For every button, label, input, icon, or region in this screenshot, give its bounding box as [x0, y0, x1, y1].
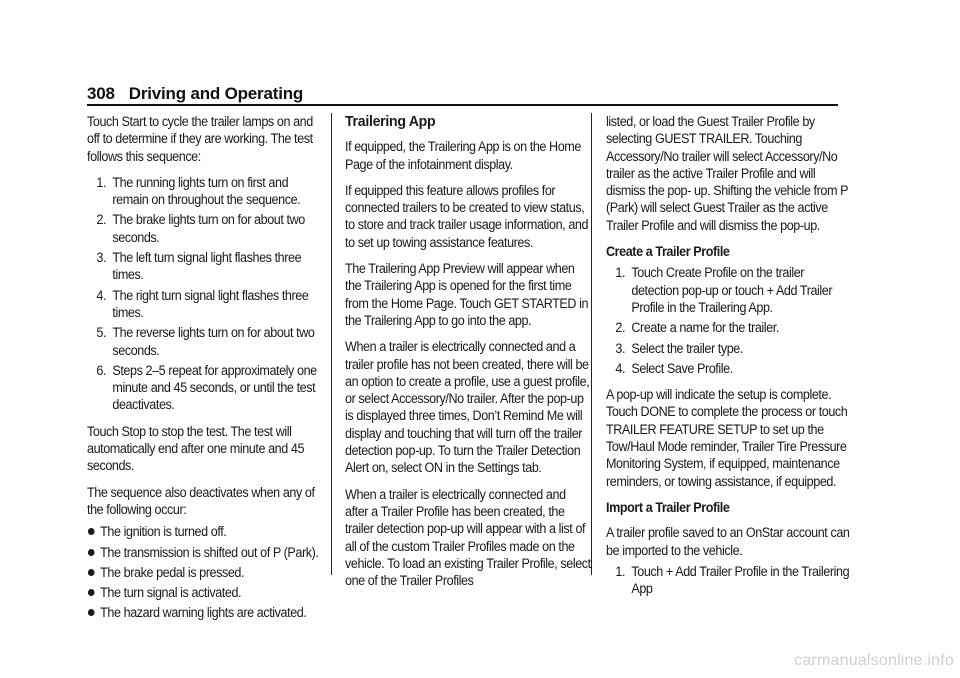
- test-sequence-list: [87, 174, 327, 414]
- bullet-icon: [88, 528, 95, 535]
- step-number: 2.: [96, 212, 107, 228]
- list-item: [606, 340, 850, 357]
- step-number: 4.: [96, 287, 107, 303]
- paragraph: The Trailering App Preview will appear when the Trailering App is opened for the first time from the Home Page. Touch GET STARTED in the Trailering App to go into the app.: [345, 261, 589, 328]
- stop-paragraph: Touch Stop to stop the test. The test will automatically end after one minute and 45 seconds.: [87, 423, 305, 474]
- list-item: [606, 319, 850, 336]
- paragraph: When a trailer is electrically connected and after a Trailer Profile has been created, the trailer detection pop-up will appear with a list of all of the custom Trailer Profiles made on the vehicle. To load an existing Trailer Profile, select one of the Trailer Profiles: [345, 486, 591, 589]
- list-item: [606, 264, 850, 316]
- step-text: The reverse lights turn on for about two seconds.: [112, 325, 315, 358]
- step-number: 2.: [615, 320, 626, 336]
- bullet-text: The ignition is turned off.: [100, 524, 227, 540]
- bullet-icon: [88, 609, 95, 616]
- subheading-create-profile: Create a Trailer Profile: [606, 244, 730, 260]
- paragraph: When a trailer is electrically connected and a trailer profile has not been created, there will be an option to create a profile, use a guest profile, or select Accessory/No trailer. After the pop-up is displayed three times, Don’t Remind Me will display and touching that will turn off the trailer detection pop-up. To turn the Trailer Detection Alert on, select ON in the Settings tab.: [345, 339, 590, 476]
- deactivate-paragraph: The sequence also deactivates when any of the following occur:: [87, 484, 315, 517]
- page-number: 308: [87, 84, 115, 103]
- list-item: [87, 324, 327, 359]
- paragraph: A trailer profile saved to an OnStar account can be imported to the vehicle.: [606, 525, 850, 558]
- list-item: [606, 563, 850, 598]
- deactivate-list: [87, 523, 327, 621]
- bullet-text: The hazard warning lights are activated.: [100, 605, 307, 621]
- column-right: [606, 113, 850, 606]
- column-middle: [345, 113, 591, 598]
- step-text: Steps 2–5 repeat for approximately one minute and 45 seconds, or until the test deactivates.: [112, 362, 317, 413]
- paragraph: If equipped, the Trailering App is on the Home Page of the infotainment display.: [345, 139, 581, 172]
- step-text: The running lights turn on first and remain on throughout the sequence.: [112, 174, 301, 208]
- step-number: 1.: [615, 563, 626, 579]
- step-number: 5.: [96, 325, 107, 341]
- bullet-text: The brake pedal is pressed.: [100, 564, 245, 580]
- step-number: 4.: [615, 360, 626, 376]
- bullet-text: The turn signal is activated.: [100, 585, 242, 601]
- list-item: [87, 584, 327, 601]
- list-item: [87, 523, 327, 540]
- step-number: 1.: [96, 174, 107, 190]
- step-text: The left turn signal light flashes three times.: [112, 250, 302, 283]
- paragraph: listed, or load the Guest Trailer Profile by selecting GUEST TRAILER. Touching Accessory/No trailer will select Accessory/No trailer as the active Trailer Profile and will dismiss the pop- up. Shifting the vehicle from P (Park) will select Guest Trailer as the active Trailer Profile and will dismiss the pop-up.: [606, 114, 848, 233]
- list-item: [87, 604, 327, 621]
- header-rule: [87, 104, 838, 106]
- step-text: Touch Create Profile on the trailer detection pop-up or touch + Add Trailer Profile in the Trailering App.: [631, 265, 833, 315]
- column-divider: [331, 113, 332, 575]
- step-text: Touch + Add Trailer Profile in the Trailering App: [631, 563, 850, 597]
- list-item: [87, 211, 327, 246]
- section-heading: Trailering App: [345, 113, 436, 130]
- step-text: The brake lights turn on for about two seconds.: [112, 212, 305, 245]
- step-number: 3.: [96, 250, 107, 266]
- step-text: Select the trailer type.: [631, 340, 743, 356]
- create-profile-list: [606, 264, 850, 377]
- list-item: [87, 362, 327, 414]
- intro-paragraph: Touch Start to cycle the trailer lamps on and off to determine if they are working. The test follows this sequence:: [87, 114, 313, 164]
- list-item: [606, 360, 850, 377]
- list-item: [87, 174, 327, 209]
- bullet-icon: [88, 549, 95, 556]
- watermark: carmanualsonline.info: [794, 652, 954, 669]
- subheading-import-profile: Import a Trailer Profile: [606, 499, 730, 515]
- list-item: [87, 544, 327, 561]
- step-text: The right turn signal light flashes three times.: [112, 287, 309, 320]
- step-text: Create a name for the trailer.: [631, 320, 779, 336]
- step-number: 1.: [615, 265, 626, 281]
- step-text: Select Save Profile.: [631, 360, 733, 376]
- step-number: 3.: [615, 340, 626, 356]
- list-item: [87, 249, 327, 284]
- paragraph: If equipped this feature allows profiles for connected trailers to be created to view status, to store and track trailer usage information, and to set up towing assistance features.: [345, 182, 589, 250]
- import-profile-list: [606, 563, 850, 598]
- bullet-icon: [88, 569, 95, 576]
- list-item: [87, 287, 327, 322]
- paragraph: A pop-up will indicate the setup is complete. Touch DONE to complete the process or touch TRAILER FEATURE SETUP to set up the Tow/Haul Mode reminder, Trailer Tire Pressure Monitoring System, if equipped, maintenance reminders, or towing assistance, if equipped.: [606, 387, 848, 489]
- bullet-text: The transmission is shifted out of P (Park).: [100, 544, 319, 560]
- list-item: [87, 564, 327, 581]
- section-title: Driving and Operating: [128, 84, 304, 103]
- bullet-icon: [88, 589, 95, 596]
- page-header: [87, 84, 303, 104]
- step-number: 6.: [96, 362, 107, 378]
- column-left: [87, 113, 327, 631]
